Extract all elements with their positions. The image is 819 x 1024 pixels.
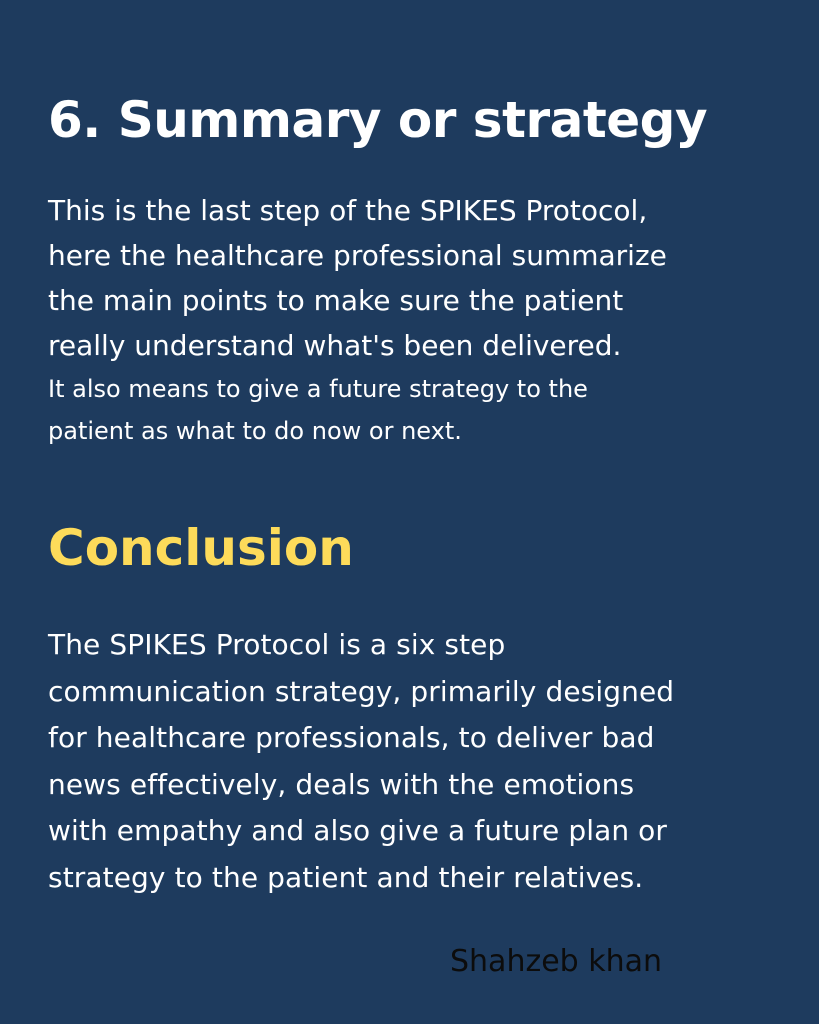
conclusion-heading: Conclusion <box>48 519 354 577</box>
conclusion-body <box>48 622 674 901</box>
section-heading: 6. Summary or strategy <box>48 91 708 149</box>
body-line: It also means to give a future strategy to the <box>48 375 588 403</box>
section-body-small <box>48 368 588 452</box>
body-line: really understand what's been delivered. <box>48 329 622 362</box>
conclusion-line: for healthcare professionals, to deliver bad <box>48 721 655 754</box>
conclusion-line: strategy to the patient and their relatives. <box>48 860 644 894</box>
body-line: the main points to make sure the patient <box>48 284 624 317</box>
section-body-large <box>48 188 667 368</box>
body-line: here the healthcare professional summarize <box>48 239 667 272</box>
body-line: patient as what to do now or next. <box>48 417 462 445</box>
conclusion-line: news effectively, deals with the emotions <box>48 767 635 801</box>
conclusion-line: The SPIKES Protocol is a six step <box>48 628 506 661</box>
body-line: This is the last step of the SPIKES Protocol, <box>48 194 648 227</box>
author-signature: Shahzeb khan <box>450 944 663 979</box>
conclusion-line: with empathy and also give a future plan or <box>48 814 668 847</box>
conclusion-line: communication strategy, primarily designed <box>48 674 675 708</box>
